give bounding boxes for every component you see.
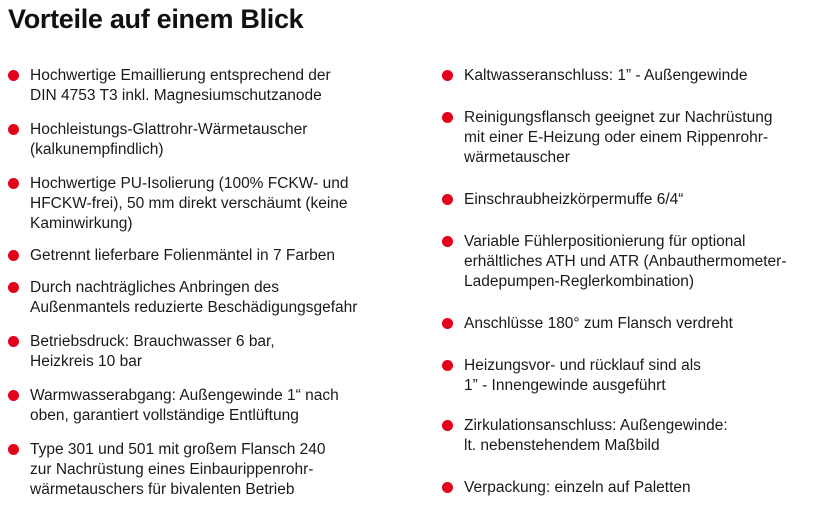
list-item-text: Heizkreis 10 bar — [30, 353, 142, 370]
list-item-text: Reinigungsflansch geeignet zur Nachrüstung — [464, 109, 773, 126]
bullet-dot-icon — [8, 250, 19, 261]
list-item-text: Warmwasserabgang: Außengewinde 1“ nach — [30, 387, 339, 404]
list-item-text: Kaltwasseranschluss: 1” - Außengewinde — [464, 67, 748, 84]
list-item — [442, 478, 691, 498]
bullet-dot-icon — [8, 336, 19, 347]
list-item — [8, 66, 331, 106]
list-item-text: wärmetauscher — [464, 149, 570, 166]
bullet-dot-icon — [8, 282, 19, 293]
list-item — [8, 386, 339, 426]
list-item-text: Einschraubheizkörpermuffe 6/4“ — [464, 191, 684, 208]
list-item-text: Verpackung: einzeln auf Paletten — [464, 479, 691, 496]
list-item — [8, 332, 275, 372]
bullet-dot-icon — [8, 124, 19, 135]
list-item — [442, 232, 786, 292]
list-item-text: DIN 4753 T3 inkl. Magnesiumschutzanode — [30, 87, 322, 104]
list-item-text: Betriebsdruck: Brauchwasser 6 bar, — [30, 333, 275, 350]
list-item-text: Getrennt lieferbare Folienmäntel in 7 Farben — [30, 247, 335, 264]
bullet-dot-icon — [442, 236, 453, 247]
list-item-text: Kaminwirkung) — [30, 215, 133, 232]
list-item-text: Zirkulationsanschluss: Außengewinde: — [464, 417, 728, 434]
list-item — [8, 440, 326, 500]
list-item-text: Außenmantels reduzierte Beschädigungsgefahr — [30, 299, 358, 316]
list-item-text: Hochleistungs-Glattrohr-Wärmetauscher — [30, 121, 308, 138]
list-item-text: Heizungsvor- und rücklauf sind als — [464, 357, 701, 374]
list-item-text: lt. nebenstehendem Maßbild — [464, 437, 660, 454]
bullet-dot-icon — [442, 70, 453, 81]
list-item — [8, 174, 348, 234]
list-item — [8, 120, 307, 160]
list-item — [8, 246, 335, 266]
bullet-dot-icon — [442, 420, 453, 431]
list-item-text: Type 301 und 501 mit großem Flansch 240 — [30, 441, 326, 458]
list-item-text: (kalkunempfindlich) — [30, 141, 164, 158]
list-item-text: Hochwertige PU-Isolierung (100% FCKW- und — [30, 175, 349, 192]
list-item — [442, 66, 747, 86]
list-item — [8, 278, 357, 318]
bullet-dot-icon — [8, 178, 19, 189]
list-item — [442, 190, 683, 210]
list-item — [442, 108, 772, 168]
list-item-text: oben, garantiert vollständige Entlüftung — [30, 407, 299, 424]
list-item-text: Ladepumpen-Reglerkombination) — [464, 273, 695, 290]
list-item — [442, 356, 701, 396]
list-item-text: Durch nachträgliches Anbringen des — [30, 279, 280, 296]
list-item — [442, 416, 728, 456]
bullet-dot-icon — [442, 360, 453, 371]
list-item-text: zur Nachrüstung eines Einbaurippenrohr- — [30, 461, 314, 478]
list-item-text: mit einer E-Heizung oder einem Rippenrohr- — [464, 129, 769, 146]
bullet-dot-icon — [8, 390, 19, 401]
page-title: Vorteile auf einem Blick — [8, 4, 304, 34]
list-item-text: wärmetauschers für bivalenten Betrieb — [30, 481, 295, 498]
list-item-text: Hochwertige Emaillierung entsprechend der — [30, 67, 331, 84]
bullet-dot-icon — [442, 482, 453, 493]
list-item — [442, 314, 733, 334]
list-item-text: Variable Fühlerpositionierung für optional — [464, 233, 746, 250]
bullet-dot-icon — [442, 194, 453, 205]
list-item-text: 1” - Innengewinde ausgeführt — [464, 377, 666, 394]
bullet-dot-icon — [8, 444, 19, 455]
list-item-text: HFCKW-frei), 50 mm direkt verschäumt (keine — [30, 195, 348, 212]
list-item-text: erhältliches ATH und ATR (Anbauthermometer- — [464, 253, 787, 270]
bullet-dot-icon — [442, 318, 453, 329]
bullet-dot-icon — [8, 70, 19, 81]
list-item-text: Anschlüsse 180° zum Flansch verdreht — [464, 315, 733, 332]
bullet-dot-icon — [442, 112, 453, 123]
